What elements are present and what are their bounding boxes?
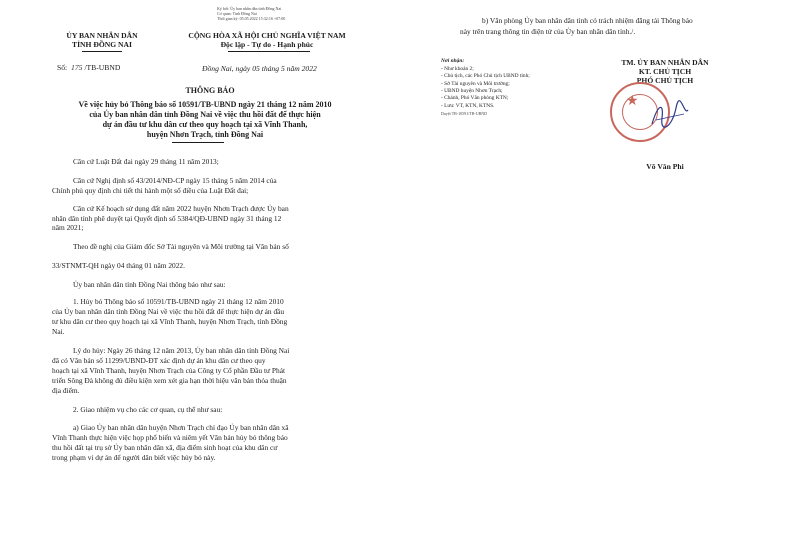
body-line: Nai. — [52, 327, 65, 336]
recipient-item: - UBND huyện Nhơn Trạch; — [441, 87, 503, 94]
recipient-item: - Như khoản 2; — [441, 66, 474, 72]
document-heading: THÔNG BÁO — [185, 86, 235, 95]
body-line: Chính phủ quy định chi tiết thi hành một số điều của Luật Đất đai; — [52, 186, 249, 195]
closing-line: này trên trang thông tin điện tử của Ủy ban nhân dân tỉnh./. — [460, 27, 636, 36]
subject-line: dự án đầu tư khu dân cư theo quy hoạch tại xã Vĩnh Thanh, — [102, 120, 308, 129]
digital-stamp-line-1: Ký bởi: Ủy ban nhân dân tỉnh Đồng Nai — [217, 6, 282, 11]
body-line: Lý do hủy: Ngày 26 tháng 12 năm 2013, Ủy ban nhân dân tỉnh Đồng Nai — [73, 346, 290, 355]
body-line: năm 2021; — [52, 223, 84, 232]
subject-line: huyện Nhơn Trạch, tỉnh Đồng Nai — [146, 130, 264, 139]
body-line: tư khu dân cư theo quy hoạch tại xã Vĩnh Thanh, huyện Nhơn Trạch, tỉnh Đồng — [52, 317, 288, 326]
date-day: 05 — [252, 64, 260, 73]
motto-underline — [228, 51, 310, 52]
subject-line: Về việc hủy bỏ Thông báo số 10591/TB-UBND ngày 21 tháng 12 năm 2010 — [78, 100, 332, 109]
seal-star-icon: ★ — [626, 94, 639, 109]
subject-underline — [172, 142, 224, 143]
body-line: Căn cứ Nghị định số 43/2014/NĐ-CP ngày 15 tháng 5 năm 2014 của — [73, 176, 277, 185]
sign-title: PHÓ CHỦ TỊCH — [636, 76, 694, 85]
handwritten-signature — [648, 98, 692, 132]
closing-line: b) Văn phòng Ủy ban nhân dân tỉnh có trách nhiệm đăng tải Thông báo — [482, 16, 693, 25]
date-month: 5 — [280, 64, 285, 73]
body-line: trong phạm vi dự án để người dân biết việc hủy bỏ này. — [52, 453, 216, 462]
body-line: Ủy ban nhân dân tỉnh Đồng Nai thông báo như sau: — [73, 280, 226, 289]
body-line: Căn cứ Kế hoạch sử dụng đất năm 2022 huyện Nhơn Trạch được Ủy ban — [73, 204, 289, 213]
recipient-item: - Chánh, Phó Văn phòng KTN; — [441, 95, 509, 102]
recipients-label: Nơi nhận: — [441, 58, 465, 64]
body-line: 1. Hủy bỏ Thông báo số 10591/TB-UBND ngày 21 tháng 12 năm 2010 — [73, 297, 284, 306]
body-line: 33/STNMT-QH ngày 04 tháng 01 năm 2022. — [52, 261, 185, 270]
national-motto: Độc lập - Tự do - Hạnh phúc — [220, 40, 314, 49]
body-line: nhân dân tỉnh phê duyệt tại Quyết định số 5384/QĐ-UBND ngày 31 tháng 12 — [52, 214, 282, 223]
body-line: 2. Giao nhiệm vụ cho các cơ quan, cụ thể như sau: — [73, 405, 223, 414]
country-name: CỘNG HÒA XÃ HỘI CHỦ NGHĨA VIỆT NAM — [188, 31, 346, 40]
signer-name: Võ Văn Phi — [646, 162, 684, 171]
body-line: Theo đề nghị của Giám đốc Sở Tài nguyên và Môi trường tại Văn bản số — [73, 242, 289, 251]
file-reference: Duyệt TB-10591/TB-UBND — [441, 111, 488, 116]
digital-stamp-line-3: Thời gian ký: 05.05.2022 15:32:16 +07:00 — [217, 16, 286, 21]
body-line: địa điểm. — [52, 386, 80, 395]
body-line: Vĩnh Thanh thực hiện việc họp phổ biến và niêm yết Văn bản hủy bỏ thông báo — [52, 433, 288, 442]
body-line: đã có Văn bản số 11299/UBND-ĐT xác định dự án khu dân cư theo quy — [52, 356, 266, 365]
body-line: Căn cứ Luật Đất đai ngày 29 tháng 11 năm 2013; — [73, 157, 219, 166]
sign-authority: TM. ỦY BAN NHÂN DÂN — [621, 58, 709, 67]
sign-deputy: KT. CHỦ TỊCH — [638, 67, 692, 76]
body-line: thu hồi đất tại trụ sở Ủy ban nhân dân xã, địa điểm sinh hoạt của khu dân cư — [52, 443, 278, 452]
body-line: hoạch tại xã Vĩnh Thanh, huyện Nhơn Trạch của Công ty Cổ phần Đầu tư Phát — [52, 366, 286, 375]
agency-underline — [82, 51, 122, 52]
agency-province: TỈNH ĐỒNG NAI — [72, 40, 132, 49]
digital-stamp-line-2: Cơ quan: Tỉnh Đồng Nai — [217, 11, 257, 16]
subject-line: của Ủy ban nhân dân tỉnh Đồng Nai về việc thu hồi đất để thực hiện — [89, 110, 321, 119]
document-number-value: 175 — [71, 63, 83, 72]
agency-name: ỦY BAN NHÂN DÂN — [66, 31, 138, 40]
recipient-item: - Lưu: VT, KTN, KTNS. — [441, 102, 495, 109]
document-date: Đồng Nai, ngày 05 tháng 5 năm 2022 — [202, 64, 317, 73]
body-line: a) Giao Ủy ban nhân dân huyện Nhơn Trạch chỉ đạo Ủy ban nhân dân xã — [73, 423, 289, 432]
recipient-item: - Chủ tịch, các Phó Chủ tịch UBND tỉnh; — [441, 73, 530, 80]
body-line: triển Sông Đà không đủ điều kiện xem xét gia hạn thời hiệu văn bản thỏa thuận — [52, 376, 287, 385]
recipient-item: - Sở Tài nguyên và Môi trường; — [441, 80, 510, 87]
body-line: của Ủy ban nhân dân tỉnh Đồng Nai về việc thu hồi đất để thực hiện dự án đầu — [52, 307, 285, 316]
document-number: Số: 175 /TB-UBND — [57, 63, 121, 72]
